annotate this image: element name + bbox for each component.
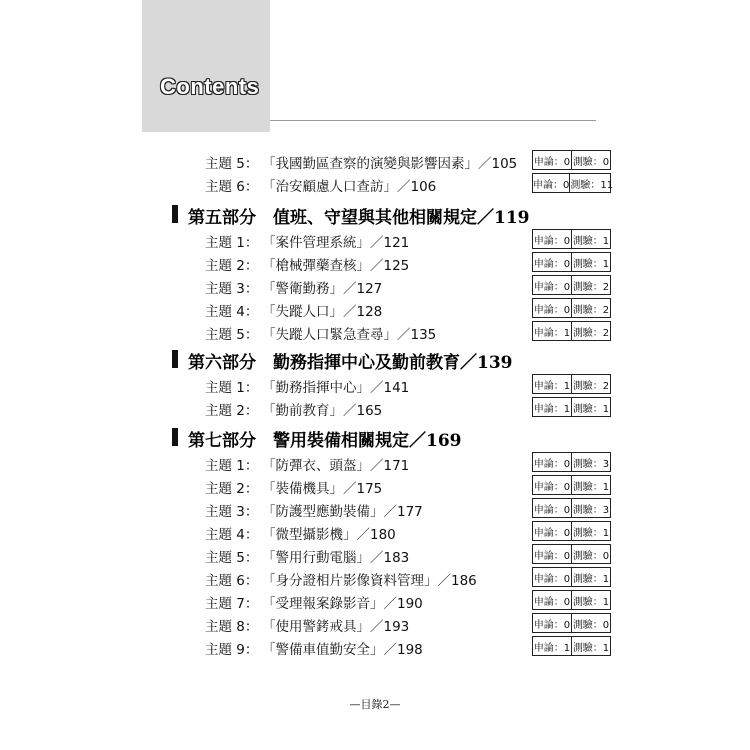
essay-count: 申論：0 [533,619,571,631]
header-gray-block [142,0,270,132]
topic-row [0,150,750,172]
topic-number: 主題 5： [205,550,259,566]
topic-title: 「微型攝影機」／180 [262,527,396,543]
quiz-count: 測驗：1 [571,568,610,586]
topic-row [0,252,750,274]
question-count-box [532,567,611,587]
topic-row [0,613,750,635]
topic-title: 「治安顧慮人口查訪」／106 [262,179,437,195]
topic-number: 主題 4： [205,304,259,320]
topic-number: 主題 3： [205,504,259,520]
essay-count: 申論：0 [533,550,571,562]
quiz-count: 測驗：0 [571,545,610,563]
topic-title: 「槍械彈藥查核」／125 [262,258,410,274]
topic-row [0,173,750,195]
quiz-count: 測驗：2 [571,322,610,340]
question-count-box [532,544,611,564]
question-count-box [532,150,611,170]
question-count-box [532,298,611,318]
topic-title: 「失蹤人口」／128 [262,304,383,320]
topic-row [0,636,750,658]
topic-number: 主題 9： [205,642,259,658]
topic-title: 「受理報案錄影音」／190 [262,596,423,612]
topic-title: 「勤前教育」／165 [262,403,383,419]
question-count-box [532,498,611,518]
topic-row [0,321,750,343]
essay-count: 申論：0 [533,527,571,539]
topic-title: 「防護型應勤裝備」／177 [262,504,423,520]
topic-title: 「裝備機具」／175 [262,481,383,497]
essay-count: 申論：0 [533,156,571,168]
question-count-box [532,173,614,193]
topic-title: 「案件管理系統」／121 [262,235,410,251]
topic-number: 主題 2： [205,403,259,419]
topic-number: 主題 2： [205,258,259,274]
quiz-count: 測驗：1 [571,476,610,494]
quiz-count: 測驗：11 [569,174,613,192]
question-count-box [532,321,611,341]
topic-number: 主題 2： [205,481,259,497]
topic-number: 主題 7： [205,596,259,612]
quiz-count: 測驗：1 [571,591,610,609]
topic-number: 主題 3： [205,281,259,297]
topic-row [0,298,750,320]
topic-row [0,397,750,419]
question-count-box [532,521,611,541]
topic-title: 「警用行動電腦」／183 [262,550,410,566]
quiz-count: 測驗：2 [571,276,610,294]
part-title: 第五部分 值班、守望與其他相關規定／119 [188,208,530,228]
topic-number: 主題 6： [205,179,259,195]
question-count-box [532,452,611,472]
essay-count: 申論：1 [533,403,571,415]
question-count-box [532,475,611,495]
quiz-count: 測驗：1 [571,253,610,271]
topic-number: 主題 1： [205,380,259,396]
topic-number: 主題 1： [205,458,259,474]
page-footer: —目錄2— [349,698,401,711]
topic-number: 主題 5： [205,327,259,343]
topic-title: 「警衛勤務」／127 [262,281,383,297]
part-bullet-bar [172,428,178,446]
quiz-count: 測驗：1 [571,230,610,248]
question-count-box [532,636,611,656]
topic-row [0,498,750,520]
part-heading [0,346,750,372]
topic-row [0,229,750,251]
question-count-box [532,613,611,633]
topic-row [0,521,750,543]
essay-count: 申論：0 [533,179,570,191]
quiz-count: 測驗：1 [571,522,610,540]
part-bullet-bar [172,350,178,368]
essay-count: 申論：0 [533,281,571,293]
essay-count: 申論：0 [533,481,571,493]
quiz-count: 測驗：0 [571,614,610,632]
quiz-count: 測驗：3 [571,453,610,471]
part-title: 第七部分 警用裝備相關規定／169 [188,431,462,451]
topic-title: 「勤務指揮中心」／141 [262,380,410,396]
topic-title: 「使用警銬戒具」／193 [262,619,410,635]
topic-number: 主題 6： [205,573,259,589]
essay-count: 申論：1 [533,327,571,339]
essay-count: 申論：0 [533,258,571,270]
essay-count: 申論：0 [533,573,571,585]
topic-row [0,452,750,474]
topic-title: 「防彈衣、頭盔」／171 [262,458,410,474]
quiz-count: 測驗：1 [571,398,610,416]
topic-row [0,544,750,566]
quiz-count: 測驗：0 [571,151,610,169]
question-count-box [532,590,611,610]
quiz-count: 測驗：1 [571,637,610,655]
question-count-box [532,252,611,272]
question-count-box [532,275,611,295]
part-heading [0,201,750,227]
topic-number: 主題 1： [205,235,259,251]
topic-title: 「我國勤區查察的演變與影響因素」／105 [262,156,518,172]
part-heading [0,424,750,450]
question-count-box [532,397,611,417]
essay-count: 申論：0 [533,235,571,247]
essay-count: 申論：0 [533,504,571,516]
topic-row [0,275,750,297]
topic-row [0,475,750,497]
page-title: Contents [160,74,260,99]
quiz-count: 測驗：2 [571,375,610,393]
essay-count: 申論：0 [533,596,571,608]
essay-count: 申論：1 [533,380,571,392]
essay-count: 申論：0 [533,304,571,316]
topic-title: 「失蹤人口緊急查尋」／135 [262,327,437,343]
topic-title: 「警備車值勤安全」／198 [262,642,423,658]
topic-number: 主題 5： [205,156,259,172]
essay-count: 申論：1 [533,642,571,654]
essay-count: 申論：0 [533,458,571,470]
quiz-count: 測驗：3 [571,499,610,517]
part-bullet-bar [172,205,178,223]
topic-number: 主題 8： [205,619,259,635]
quiz-count: 測驗：2 [571,299,610,317]
topic-number: 主題 4： [205,527,259,543]
topic-row [0,374,750,396]
topic-row [0,567,750,589]
part-title: 第六部分 勤務指揮中心及勤前教育／139 [188,353,513,373]
topic-title: 「身分證相片影像資料管理」／186 [262,573,477,589]
topic-row [0,590,750,612]
question-count-box [532,374,611,394]
header-divider [270,120,596,121]
question-count-box [532,229,611,249]
